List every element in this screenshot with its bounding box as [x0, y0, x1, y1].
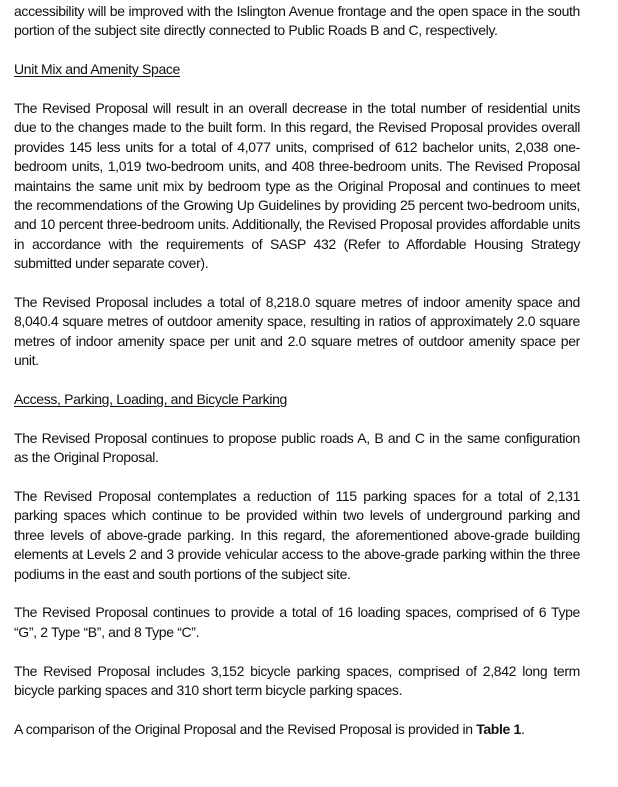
- heading-access-parking: Access, Parking, Loading, and Bicycle Parking: [14, 391, 287, 408]
- paragraph-public-roads: The Revised Proposal continues to propose public roads A, B and C in the same configuration as the Original Proposal.: [14, 429, 580, 466]
- paragraph-open-space-accessibility: accessibility will be improved with the Islington Avenue frontage and the open space in the south portion of the subject site directly connected to Public Roads B and C, respectively.: [14, 3, 580, 39]
- table-reference-text-after: .: [520, 720, 525, 737]
- paragraph-table-reference: [14, 720, 580, 739]
- table-reference-text-before: A comparison of the Original Proposal and the Revised Proposal is provided in: [14, 720, 477, 737]
- paragraph-amenity-space: The Revised Proposal includes a total of 8,218.0 square metres of indoor amenity space and 8,040.4 square metres of outdoor amenity space, resulting in ratios of approximately 2.0 square metres of indoor amenity space per unit and 2.0 square metres of outdoor amenity space per unit.: [14, 294, 580, 369]
- paragraph-parking-spaces: The Revised Proposal contemplates a reduction of 115 parking spaces for a total of 2,131 parking spaces which continue to be provided within two levels of underground parking and three levels of above-grade parking. In this regard, the aforementioned above-grade building elements at Levels 2 and 3 provide vehicular access to the above-grade parking within the three podiums in the east and south portions of the subject site.: [14, 488, 580, 582]
- paragraph-bicycle-parking: The Revised Proposal includes 3,152 bicycle parking spaces, comprised of 2,842 long term bicycle parking spaces and 310 short term bicycle parking spaces.: [14, 662, 580, 699]
- heading-unit-mix-amenity: Unit Mix and Amenity Space: [14, 61, 180, 78]
- table-1-reference: Table 1: [476, 720, 521, 737]
- paragraph-unit-mix: The Revised Proposal will result in an overall decrease in the total number of residential units due to the changes made to the built form. In this regard, the Revised Proposal provides overall provides 145 less units for a total of 4,077 units, comprised of 612 bachelor units, 2,038 one-bedroom units, 1,019 two-bedroom units, and 408 three-bedroom units. The Revised Proposal maintains the same unit mix by bedroom type as the Original Proposal and continues to meet the recommendations of the Growing Up Guidelines by providing 25 percent two-bedroom units, and 10 percent three-bedroom units. Additionally, the Revised Proposal provides affordable units in accordance with the requirements of SASP 432 (Refer to Affordable Housing Strategy submitted under separate cover).: [14, 100, 580, 272]
- paragraph-loading-spaces: The Revised Proposal continues to provide a total of 16 loading spaces, comprised of 6 Type “G”, 2 Type “B”, and 8 Type “C”.: [14, 604, 580, 640]
